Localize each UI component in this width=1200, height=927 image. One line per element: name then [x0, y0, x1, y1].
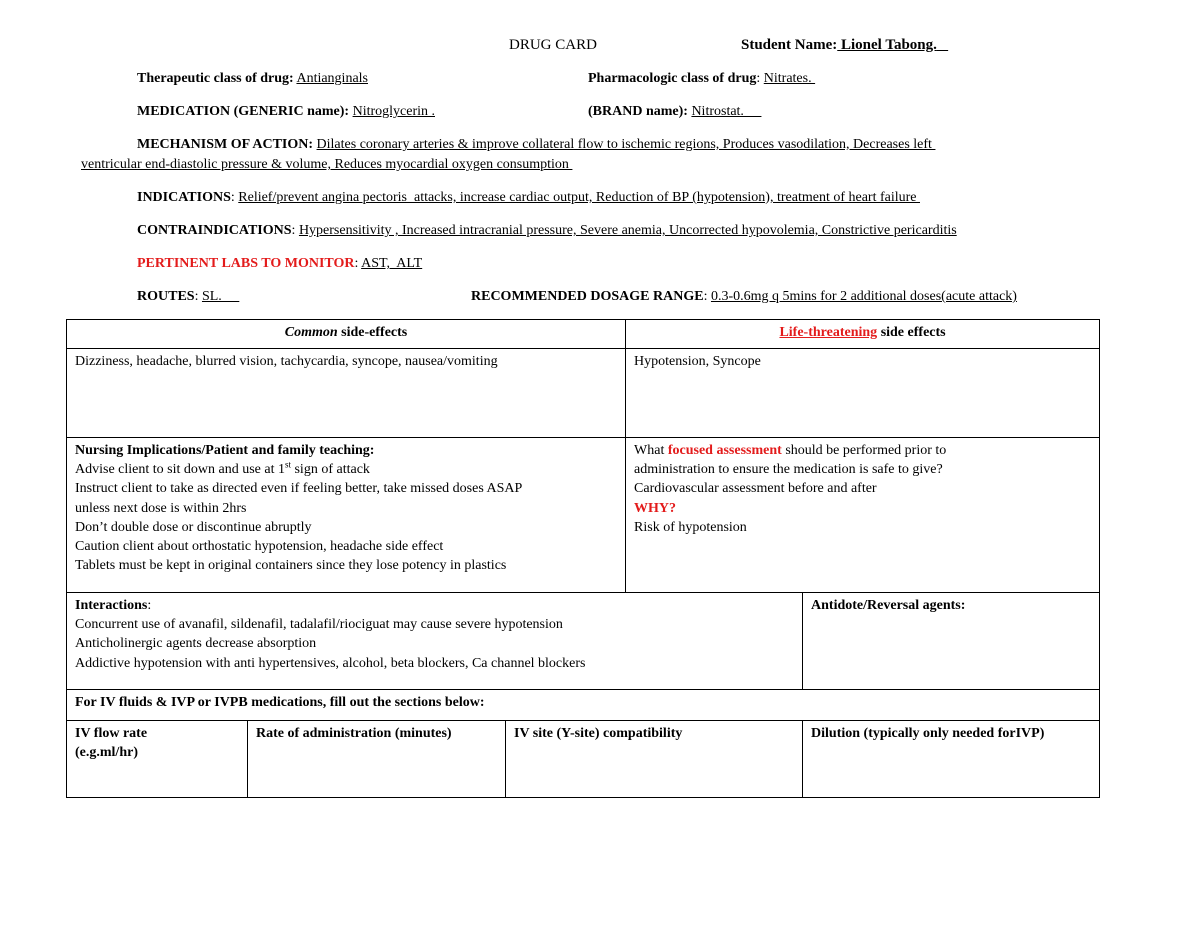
contraindications-label: CONTRAINDICATIONS — [137, 223, 292, 238]
focused-line2: administration to ensure the medication is safe to give? — [634, 462, 943, 478]
brand-name-row — [588, 103, 761, 121]
nursing-l1-pre: Advise client to sit down and use at 1 — [75, 462, 285, 478]
nursing-l1-sup: st — [284, 459, 291, 470]
nursing-l1-post: sign of attack — [290, 462, 370, 478]
routes-label: ROUTES — [137, 289, 195, 304]
indications-value: Relief/prevent angina pectoris attacks, increase cardiac output, Reduction of BP (hypotension), treatment of heart failure — [238, 190, 920, 205]
interaction-line: Addictive hypotension with anti hypertensives, alcohol, beta blockers, Ca channel blockers — [75, 655, 586, 671]
generic-name-row — [137, 103, 435, 121]
iv-flow-line1: IV flow rate — [75, 726, 148, 741]
life-head-rest: side effects — [877, 325, 946, 340]
iv-flow-rate-cell — [67, 721, 248, 798]
why-label: WHY? — [634, 500, 677, 516]
antidote-cell: Antidote/Reversal agents: — [803, 593, 1100, 690]
interactions-title: Interactions — [75, 598, 148, 613]
nursing-line: Instruct client to take as directed even if feeling better, take missed doses ASAP — [75, 481, 523, 497]
indications-label: INDICATIONS — [137, 190, 231, 205]
interaction-line: Concurrent use of avanafil, sildenafil, tadalafil/riociguat may cause severe hypotension — [75, 617, 563, 633]
indications-row: INDICATIONS: Relief/prevent angina pectoris attacks, increase cardiac output, Reduction of BP (hypotension), treatment of heart failure — [137, 190, 920, 205]
mechanism-value-line1: Dilates coronary arteries & improve collateral flow to ischemic regions, Produces vasodilation, Decreases left — [316, 137, 936, 152]
nursing-line: Tablets must be kept in original containers since they lose potency in plastics — [75, 558, 507, 574]
focused-line1 — [634, 441, 1091, 460]
routes-row: ROUTES: SL. — [137, 289, 240, 304]
pharmacologic-class-label: Pharmacologic class of drug — [588, 71, 757, 86]
life-threatening-cell: Hypotension, Syncope — [626, 349, 1100, 438]
focused-assessment-cell — [626, 438, 1100, 593]
focused-pre: What — [634, 443, 668, 458]
nursing-title: Nursing Implications/Patient and family teaching: — [75, 443, 375, 458]
generic-name-value: Nitroglycerin . — [352, 104, 435, 119]
iv-rate-cell: Rate of administration (minutes) — [248, 721, 506, 798]
generic-name-label: MEDICATION (GENERIC name): — [137, 104, 350, 119]
iv-section-header: For IV fluids & IVP or IVPB medications, fill out the sections below: — [67, 690, 1100, 721]
focused-red: focused assessment — [667, 443, 782, 458]
routes-value: SL. — [201, 289, 240, 304]
iv-flow-line2: (e.g.ml/hr) — [75, 745, 138, 761]
therapeutic-class-label: Therapeutic class of drug: — [137, 71, 294, 86]
dosage-row: RECOMMENDED DOSAGE RANGE: 0.3-0.6mg q 5mins for 2 additional doses(acute attack) — [471, 289, 1017, 304]
focused-line3: Cardiovascular assessment before and after — [634, 481, 877, 497]
mechanism-row — [137, 136, 935, 154]
contraindications-row: CONTRAINDICATIONS: Hypersensitivity , Increased intracranial pressure, Severe anemia, Uncorrected hypovolemia, Constrictive pericarditis — [137, 223, 957, 238]
nursing-line: unless next dose is within 2hrs — [75, 500, 247, 516]
iv-dilution-cell: Dilution (typically only needed forIVP) — [803, 721, 1100, 798]
dosage-value: 0.3-0.6mg q 5mins for 2 additional doses(acute attack) — [710, 289, 1017, 304]
life-threatening-red: Life-threatening — [779, 325, 878, 340]
drug-card-table — [66, 319, 1100, 798]
labs-row: PERTINENT LABS TO MONITOR: AST, ALT — [137, 256, 423, 271]
pharmacologic-class-value: Nitrates. — [763, 71, 816, 86]
common-head-rest: side-effects — [337, 325, 408, 340]
student-name-label: Student Name: — [741, 37, 838, 53]
student-name-value: Lionel Tabong. — [837, 37, 937, 53]
pharmacologic-class-row: Pharmacologic class of drug: Nitrates. — [588, 71, 816, 86]
therapeutic-class-row — [137, 70, 368, 88]
nursing-line: Caution client about orthostatic hypotension, headache side effect — [75, 539, 444, 555]
page-title: DRUG CARD — [509, 37, 597, 53]
mechanism-label: MECHANISM OF ACTION: — [137, 137, 314, 152]
nursing-implications-cell — [67, 438, 626, 593]
common-italic: Common — [284, 325, 338, 340]
iv-site-cell: IV site (Y-site) compatibility — [506, 721, 803, 798]
interactions-title-row: Interactions: — [75, 598, 152, 613]
dosage-label: RECOMMENDED DOSAGE RANGE — [471, 289, 704, 304]
student-name-trail — [937, 37, 948, 53]
labs-value: AST, ALT — [361, 256, 423, 271]
focused-post: should be performed prior to — [781, 443, 947, 458]
mechanism-row-2 — [81, 156, 572, 174]
brand-name-label: (BRAND name): — [588, 104, 688, 119]
student-name-row — [741, 36, 948, 54]
interactions-cell — [67, 593, 803, 690]
therapeutic-class-value: Antianginals — [296, 71, 368, 86]
contraindications-value: Hypersensitivity , Increased intracranial pressure, Severe anemia, Uncorrected hypovolemia, Constrictive pericarditis — [298, 223, 957, 238]
nursing-line — [75, 460, 617, 479]
common-side-effects-header — [67, 320, 626, 349]
why-answer: Risk of hypotension — [634, 519, 747, 535]
life-threatening-header — [626, 320, 1100, 349]
interaction-line: Anticholinergic agents decrease absorption — [75, 636, 317, 652]
nursing-line: Don’t double dose or discontinue abruptly — [75, 519, 312, 535]
brand-name-value: Nitrostat. — [691, 104, 762, 119]
labs-label: PERTINENT LABS TO MONITOR — [137, 256, 355, 271]
common-side-effects-cell: Dizziness, headache, blurred vision, tachycardia, syncope, nausea/vomiting — [67, 349, 626, 438]
mechanism-value-line2: ventricular end-diastolic pressure & volume, Reduces myocardial oxygen consumption — [81, 157, 573, 172]
